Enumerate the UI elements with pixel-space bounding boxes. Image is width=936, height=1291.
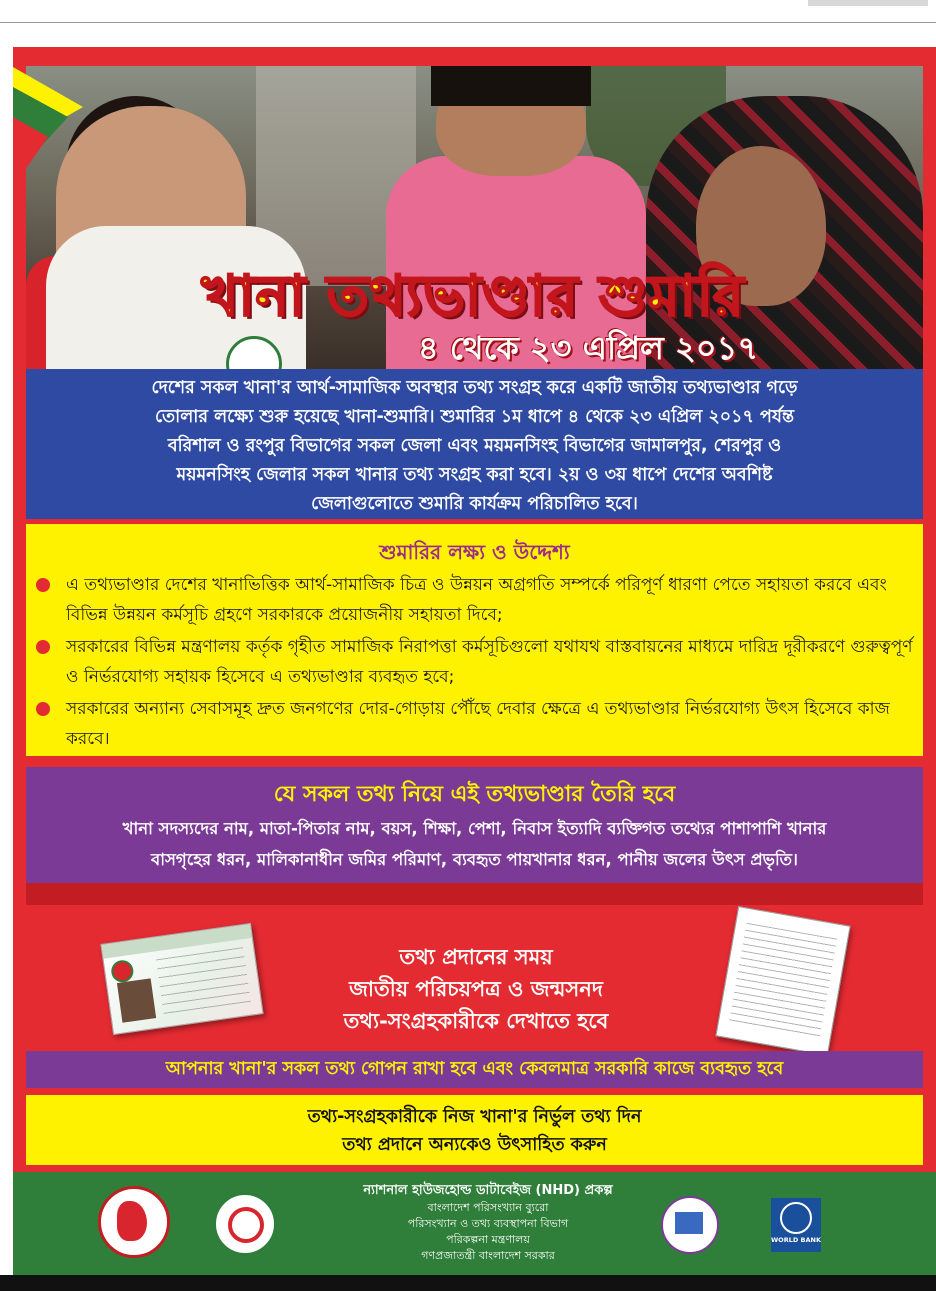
bullet-icon [36,702,50,716]
page-top-rule [0,22,936,23]
info-title: যে সকল তথ্য নিয়ে এই তথ্যভাণ্ডার তৈরি হবে [273,782,676,807]
info-line: বাসগৃহের ধরন, মালিকানাধীন জমির পরিমাণ, ব্যবহৃত পায়খানার ধরন, পানীয় জলের উৎস প্রভৃতি। [151,850,798,869]
census-date: ৪ থেকে ২৩ এপ্রিল ২০১৭ [417,329,759,367]
documents-line: জাতীয় পরিচয়পত্র ও জন্মসনদ [349,977,603,1001]
objective-item [34,570,914,630]
documents-line: তথ্য প্রদানের সময় [399,945,553,969]
documents-line: তথ্য-সংগ্রহকারীকে দেখাতে হবে [343,1009,609,1033]
documents-text [256,941,696,1037]
objectives-list [34,570,914,756]
project-name: ন্যাশনাল হাউজহোল্ড ডাটাবেইজ (NHD) প্রকল্প [363,1183,613,1198]
objective-item [34,694,914,754]
birth-certificate-icon [715,906,850,1056]
objective-text: সরকারের অন্যান্য সেবাসমূহ দ্রুত জনগণের দোর-গোড়ায় পৌঁছে দেবার ক্ষেত্রে এ তথ্যভাণ্ডার নির্ভরযোগ্য উৎস হিসেবে কাজ করবে। [66,699,890,749]
bullet-icon [36,640,50,654]
census-poster [13,47,936,1275]
call-to-action [26,1095,923,1165]
world-bank-label: WORLD BANK [771,1236,821,1244]
info-body [36,813,913,875]
bbs-logo-icon [213,1192,277,1256]
national-id-card-icon [100,923,263,1035]
info-line: খানা সদস্যদের নাম, মাতা-পিতার নাম, বয়স, শিক্ষা, পেশা, নিবাস ইত্যাদি ব্যক্তিগত তথ্যের পাশাপাশি খানার [122,819,827,838]
intro-line: ময়মনসিংহ জেলার সকল খানার তথ্য সংগ্রহ করা হবে। ২য় ও ৩য় ধাপে দেশের অবশিষ্ট [176,465,773,485]
objective-text: এ তথ্যভাণ্ডার দেশের খানাভিত্তিক আর্থ-সামাজিক চিত্র ও উন্নয়ন অগ্রগতি সম্পর্কে পরিপূর্ণ ধারণা পেতে সহায়তা করবে এবং বিভিন্ন উন্নয়ন কর্মসূচি গ্রহণে সরকারকে প্রয়োজনীয় সহায়তা দিবে; [66,575,887,625]
call-line: তথ্য-সংগ্রহকারীকে নিজ খানা'র নির্ভুল তথ্য দিন [307,1107,642,1127]
objectives-section [26,524,923,756]
government-seal-icon [98,1186,170,1258]
call-line: তথ্য প্রদানে অন্যকেও উৎসাহিত করুন [342,1135,607,1155]
credit-line: বাংলাদেশ পরিসংখ্যান ব্যুরো [427,1201,549,1214]
intro-block [26,369,923,519]
privacy-notice: আপনার খানা'র সকল তথ্য গোপন রাখা হবে এবং কেবলমাত্র সরকারি কাজে ব্যবহৃত হবে [26,1051,923,1088]
nhd-logo-icon [661,1196,719,1254]
poster-headline: খানা তথ্যভাণ্ডার শুমারি [201,264,745,329]
decorative-triangles-icon [13,47,103,187]
objectives-title: শুমারির লক্ষ্য ও উদ্দেশ্য [379,540,570,564]
intro-line: তোলার লক্ষ্যে শুরু হয়েছে খানা-শুমারি। শুমারির ১ম ধাপে ৪ থেকে ২৩ এপ্রিল ২০১৭ পর্যন্ত [154,407,795,427]
objective-item [34,632,914,692]
credit-line: গণপ্রজাতন্ত্রী বাংলাদেশ সরকার [421,1249,555,1262]
page-corner-mark [808,0,928,6]
credit-line: পরিকল্পনা মন্ত্রণালয় [446,1233,530,1246]
info-section [26,767,923,883]
intro-line: দেশের সকল খানা'র আর্থ-সামাজিক অবস্থার তথ্য সংগ্রহ করে একটি জাতীয় তথ্যভাণ্ডার গড়ে [151,378,798,398]
page-bottom-bar [0,1275,936,1291]
documents-section [26,883,923,1033]
world-bank-logo-icon [771,1198,821,1252]
bullet-icon [36,578,50,592]
intro-line: জেলাগুলোতে শুমারি কার্যক্রম পরিচালিত হবে। [311,494,638,514]
footer-credits [333,1182,643,1264]
credit-line: পরিসংখ্যান ও তথ্য ব্যবস্থাপনা বিভাগ [407,1217,569,1230]
footer-band [13,1172,936,1275]
objective-text: সরকারের বিভিন্ন মন্ত্রণালয় কর্তৃক গৃহীত সামাজিক নিরাপত্তা কর্মসূচিগুলো যথাযথ বাস্তবায়নের মাধ্যমে দারিদ্র দূরীকরণে গুরুত্বপূর্ণ ও নির্ভরযোগ্য সহায়ক হিসেবে এ তথ্যভাণ্ডার ব্যবহৃত হবে; [66,637,913,687]
intro-line: বরিশাল ও রংপুর বিভাগের সকল জেলা এবং ময়মনসিংহ বিভাগের জামালপুর, শেরপুর ও [167,436,782,456]
